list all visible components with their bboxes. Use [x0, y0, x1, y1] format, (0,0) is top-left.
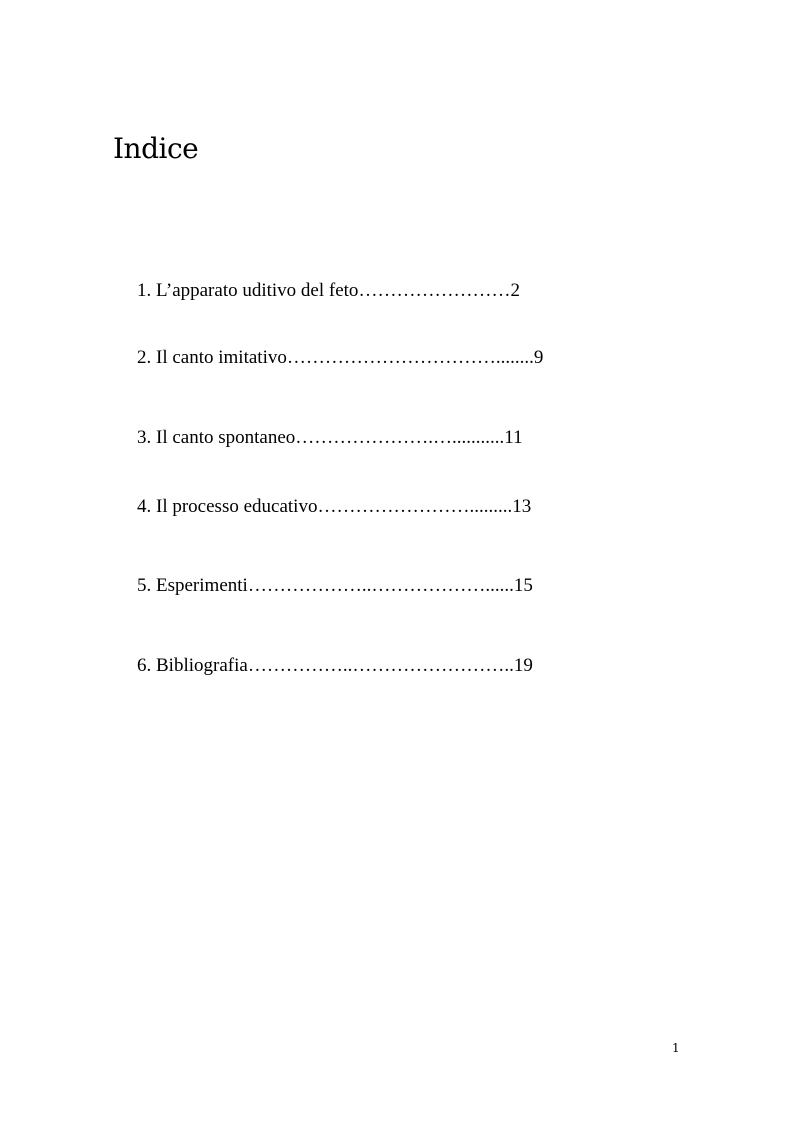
toc-entry-leader: ……………………: [358, 280, 511, 301]
page-title: Indice: [113, 132, 199, 165]
toc-entry-number: 1.: [137, 280, 152, 301]
toc-entry-number: 5.: [137, 575, 152, 596]
toc-entry-title: Bibliografia: [156, 655, 248, 676]
toc-entry-4: [137, 495, 531, 519]
toc-entry-title: L’apparato uditivo del feto: [156, 280, 359, 301]
toc-entry-title: Il processo educativo: [156, 496, 318, 517]
toc-entry-page: 2: [510, 280, 520, 301]
toc-entry-leader: ……………………………........: [286, 347, 534, 368]
toc-entry-leader: ……………..……………………..: [247, 655, 514, 676]
toc-entry-1: [137, 279, 520, 303]
toc-entry-leader: …………………….........: [317, 496, 513, 517]
toc-entry-number: 2.: [137, 347, 152, 368]
toc-entry-3: [137, 426, 523, 450]
toc-entry-number: 3.: [137, 427, 152, 448]
toc-entry-5: [137, 574, 533, 598]
toc-entry-page: 11: [504, 427, 523, 448]
toc-entry-6: [137, 654, 533, 678]
toc-entry-title: Il canto imitativo: [156, 347, 287, 368]
toc-entry-page: 9: [533, 347, 544, 368]
toc-entry-title: Il canto spontaneo: [156, 427, 296, 448]
toc-entry-page: 19: [513, 655, 533, 676]
toc-entry-title: Esperimenti: [156, 575, 248, 596]
toc-entry-leader: ………………..………………......: [247, 575, 514, 596]
toc-entry-page: 13: [512, 496, 532, 517]
toc-entry-2: [137, 346, 543, 370]
toc-entry-leader: ………………….…...........: [295, 427, 505, 448]
toc-entry-number: 4.: [137, 496, 152, 517]
page-number: 1: [672, 1041, 680, 1055]
toc-entry-number: 6.: [137, 655, 152, 676]
toc-entry-page: 15: [513, 575, 533, 596]
